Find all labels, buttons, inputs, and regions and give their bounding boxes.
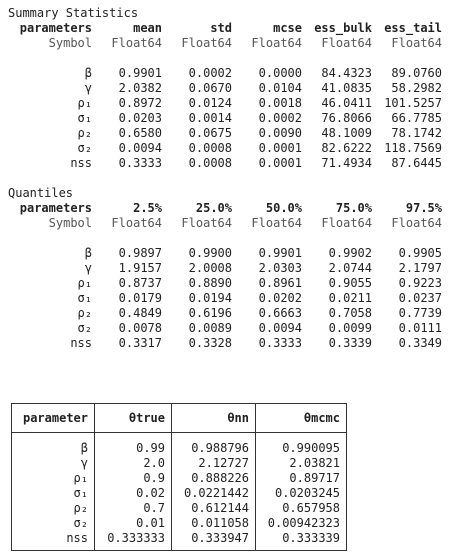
value-cell: 1.9157 — [118, 261, 162, 275]
summary-body — [8, 66, 442, 171]
value-cell: 0.6580 — [118, 126, 162, 140]
param-cell: σ₂ — [77, 321, 92, 335]
value-cell: 82.6222 — [321, 141, 372, 155]
value-cell: 0.3328 — [188, 336, 232, 350]
type-cell: Symbol — [48, 36, 92, 50]
value-cell: 0.9223 — [398, 276, 442, 290]
header-cell: 25.0% — [195, 201, 232, 215]
value-cell: 0.0001 — [258, 141, 302, 155]
value-cell: 0.0001 — [258, 156, 302, 170]
value-cell: 0.612144 — [172, 501, 256, 516]
value-cell: 0.0670 — [188, 81, 232, 95]
header-cell: θnn — [172, 404, 256, 433]
comparison-table — [11, 403, 347, 551]
value-cell: 0.0002 — [188, 66, 232, 80]
param-cell: nss — [70, 336, 92, 350]
value-cell: 0.0675 — [188, 126, 232, 140]
value-cell: 0.9901 — [258, 246, 302, 260]
value-cell: 87.6445 — [391, 156, 442, 170]
value-cell: 0.0078 — [118, 321, 162, 335]
value-cell: 0.0002 — [258, 111, 302, 125]
value-cell: 0.0000 — [258, 66, 302, 80]
header-cell: mcse — [273, 21, 302, 35]
value-cell: 0.0211 — [328, 291, 372, 305]
header-cell: θmcmc — [256, 404, 347, 433]
value-cell: 0.8890 — [188, 276, 232, 290]
summary-statistics-block — [8, 6, 442, 171]
param-cell: ρ₁ — [77, 96, 92, 110]
value-cell: 0.0124 — [188, 96, 232, 110]
value-cell: 0.0090 — [258, 126, 302, 140]
type-cell: Symbol — [48, 216, 92, 230]
comparison-body — [12, 433, 347, 551]
value-cell: 0.9905 — [398, 246, 442, 260]
value-cell: 0.988796 — [172, 433, 256, 457]
quantiles-title: Quantiles — [8, 186, 74, 200]
value-cell: 0.99 — [95, 433, 172, 457]
value-cell: 0.8737 — [118, 276, 162, 290]
value-cell: 0.6196 — [188, 306, 232, 320]
table-row — [8, 276, 442, 291]
value-cell: 71.4934 — [321, 156, 372, 170]
param-cell: β — [84, 66, 92, 80]
param-cell: ρ₂ — [77, 306, 92, 320]
value-cell: 2.03821 — [256, 456, 347, 471]
value-cell: 0.011058 — [172, 516, 256, 531]
value-cell: 0.0104 — [258, 81, 302, 95]
param-cell: σ₁ — [12, 486, 95, 501]
value-cell: 0.0179 — [118, 291, 162, 305]
value-cell: 118.7569 — [384, 141, 442, 155]
header-cell: 75.0% — [335, 201, 372, 215]
value-cell: 0.89717 — [256, 471, 347, 486]
value-cell: 0.4849 — [118, 306, 162, 320]
param-cell: ρ₁ — [12, 471, 95, 486]
value-cell: 2.1797 — [398, 261, 442, 275]
value-cell: 0.9902 — [328, 246, 372, 260]
value-cell: 0.0014 — [188, 111, 232, 125]
value-cell: 0.7058 — [328, 306, 372, 320]
value-cell: 0.6663 — [258, 306, 302, 320]
param-cell: ρ₁ — [77, 276, 92, 290]
type-cell: Float64 — [391, 36, 442, 50]
value-cell: 46.0411 — [321, 96, 372, 110]
value-cell: 0.0194 — [188, 291, 232, 305]
value-cell: 0.0203 — [118, 111, 162, 125]
param-cell: σ₂ — [12, 516, 95, 531]
type-cell: Float64 — [181, 36, 232, 50]
value-cell: 0.8961 — [258, 276, 302, 290]
value-cell: 0.9 — [95, 471, 172, 486]
table-row — [8, 156, 442, 171]
param-cell: σ₁ — [77, 291, 92, 305]
type-cell: Float64 — [391, 216, 442, 230]
value-cell: 0.8972 — [118, 96, 162, 110]
table-row — [8, 66, 442, 81]
param-cell: ρ₂ — [77, 126, 92, 140]
value-cell: 2.0382 — [118, 81, 162, 95]
value-cell: 0.0221442 — [172, 486, 256, 501]
value-cell: 0.3317 — [118, 336, 162, 350]
table-row — [8, 321, 442, 336]
value-cell: 48.1009 — [321, 126, 372, 140]
header-cell: θtrue — [95, 404, 172, 433]
type-cell: Float64 — [111, 36, 162, 50]
param-cell: γ — [84, 81, 92, 95]
quantiles-body — [8, 246, 442, 351]
value-cell: 0.0008 — [188, 156, 232, 170]
type-cell: Float64 — [321, 36, 372, 50]
value-cell: 78.1742 — [391, 126, 442, 140]
value-cell: 0.990095 — [256, 433, 347, 457]
value-cell: 84.4323 — [321, 66, 372, 80]
value-cell: 41.0835 — [321, 81, 372, 95]
table-row — [12, 433, 347, 457]
header-cell: parameter — [12, 404, 95, 433]
value-cell: 0.3339 — [328, 336, 372, 350]
value-cell: 0.0094 — [258, 321, 302, 335]
value-cell: 0.0089 — [188, 321, 232, 335]
table-row — [8, 306, 442, 321]
value-cell: 0.333947 — [172, 531, 256, 551]
comparison-header-row — [12, 404, 347, 433]
quantiles-block — [8, 186, 442, 351]
value-cell: 0.9055 — [328, 276, 372, 290]
value-cell: 0.333333 — [95, 531, 172, 551]
value-cell: 58.2982 — [391, 81, 442, 95]
value-cell: 0.888226 — [172, 471, 256, 486]
value-cell: 0.02 — [95, 486, 172, 501]
param-cell: nss — [12, 531, 95, 551]
header-cell: 50.0% — [265, 201, 302, 215]
type-cell: Float64 — [251, 216, 302, 230]
header-cell: 97.5% — [405, 201, 442, 215]
table-row — [8, 96, 442, 111]
table-row — [12, 456, 347, 471]
header-cell: 2.5% — [133, 201, 162, 215]
param-cell: β — [84, 246, 92, 260]
param-cell: σ₂ — [77, 141, 92, 155]
summary-type-row — [8, 36, 442, 51]
param-cell: γ — [12, 456, 95, 471]
value-cell: 0.0111 — [398, 321, 442, 335]
value-cell: 0.0202 — [258, 291, 302, 305]
value-cell: 0.9901 — [118, 66, 162, 80]
table-row — [8, 81, 442, 96]
value-cell: 0.3333 — [118, 156, 162, 170]
table-row — [12, 471, 347, 486]
table-row — [12, 501, 347, 516]
value-cell: 0.0018 — [258, 96, 302, 110]
type-cell: Float64 — [181, 216, 232, 230]
table-row — [12, 486, 347, 501]
summary-header-row — [8, 21, 442, 36]
value-cell: 0.0237 — [398, 291, 442, 305]
value-cell: 89.0760 — [391, 66, 442, 80]
header-cell: parameters — [19, 21, 92, 35]
param-cell: σ₁ — [77, 111, 92, 125]
value-cell: 0.0008 — [188, 141, 232, 155]
quantiles-header-row — [8, 201, 442, 216]
param-cell: γ — [84, 261, 92, 275]
value-cell: 0.7 — [95, 501, 172, 516]
value-cell: 66.7785 — [391, 111, 442, 125]
value-cell: 2.0 — [95, 456, 172, 471]
value-cell: 0.9897 — [118, 246, 162, 260]
param-cell: ρ₂ — [12, 501, 95, 516]
param-cell: β — [12, 433, 95, 457]
value-cell: 0.0099 — [328, 321, 372, 335]
header-cell: std — [210, 21, 232, 35]
value-cell: 0.3333 — [258, 336, 302, 350]
summary-title: Summary Statistics — [8, 6, 139, 20]
value-cell: 0.333339 — [256, 531, 347, 551]
value-cell: 2.0008 — [188, 261, 232, 275]
header-cell: parameters — [19, 201, 92, 215]
param-cell: nss — [70, 156, 92, 170]
table-row — [12, 516, 347, 531]
table-row — [8, 141, 442, 156]
value-cell: 0.7739 — [398, 306, 442, 320]
type-cell: Float64 — [251, 36, 302, 50]
value-cell: 76.8066 — [321, 111, 372, 125]
value-cell: 2.0744 — [328, 261, 372, 275]
type-cell: Float64 — [111, 216, 162, 230]
value-cell: 101.5257 — [384, 96, 442, 110]
value-cell: 0.00942323 — [256, 516, 347, 531]
table-row — [8, 336, 442, 351]
quantiles-type-row — [8, 216, 442, 231]
value-cell: 0.3349 — [398, 336, 442, 350]
value-cell: 0.01 — [95, 516, 172, 531]
value-cell: 2.0303 — [258, 261, 302, 275]
header-cell: ess_bulk — [314, 21, 372, 35]
table-row — [8, 261, 442, 276]
table-row — [8, 291, 442, 306]
value-cell: 0.9900 — [188, 246, 232, 260]
table-row — [8, 126, 442, 141]
table-row — [8, 246, 442, 261]
table-row — [12, 531, 347, 551]
value-cell: 0.0203245 — [256, 486, 347, 501]
header-cell: mean — [133, 21, 162, 35]
type-cell: Float64 — [321, 216, 372, 230]
value-cell: 0.657958 — [256, 501, 347, 516]
table-row — [8, 111, 442, 126]
header-cell: ess_tail — [384, 21, 442, 35]
value-cell: 0.0094 — [118, 141, 162, 155]
value-cell: 2.12727 — [172, 456, 256, 471]
